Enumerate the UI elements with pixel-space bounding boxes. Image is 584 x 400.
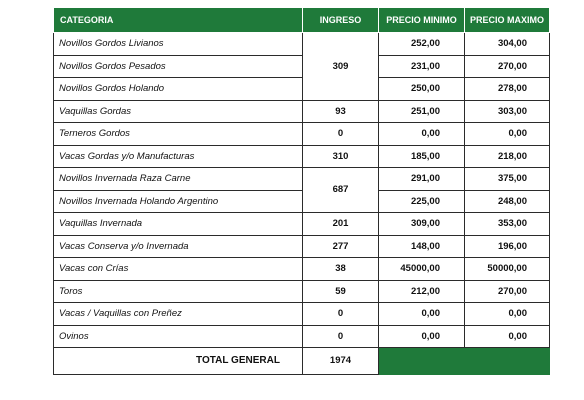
header-precio-maximo: PRECIO MAXIMO — [465, 8, 550, 33]
header-ingreso: INGRESO — [303, 8, 379, 33]
table-row — [54, 100, 550, 123]
cell-categoria: Vaquillas Invernada — [54, 213, 303, 236]
cell-categoria: Vacas / Vaquillas con Preñez — [54, 303, 303, 326]
cell-ingreso: 277 — [303, 235, 379, 258]
table-row — [54, 123, 550, 146]
table-footer — [54, 348, 550, 375]
cell-precio-minimo: 225,00 — [379, 190, 465, 213]
cell-categoria: Vaquillas Gordas — [54, 100, 303, 123]
cell-precio-minimo: 291,00 — [379, 168, 465, 191]
cell-precio-maximo: 278,00 — [465, 78, 550, 101]
cell-precio-maximo: 0,00 — [465, 325, 550, 348]
cell-precio-maximo: 304,00 — [465, 33, 550, 56]
table-row — [54, 168, 550, 191]
cell-ingreso: 0 — [303, 123, 379, 146]
cell-ingreso: 0 — [303, 303, 379, 326]
cell-categoria: Novillos Invernada Raza Carne — [54, 168, 303, 191]
cell-precio-maximo: 248,00 — [465, 190, 550, 213]
cell-precio-minimo: 250,00 — [379, 78, 465, 101]
cell-categoria: Novillos Gordos Holando — [54, 78, 303, 101]
cell-precio-maximo: 270,00 — [465, 55, 550, 78]
cell-precio-maximo: 375,00 — [465, 168, 550, 191]
cell-precio-minimo: 252,00 — [379, 33, 465, 56]
cell-categoria: Terneros Gordos — [54, 123, 303, 146]
cell-categoria: Toros — [54, 280, 303, 303]
table-row — [54, 55, 550, 78]
cell-precio-maximo: 0,00 — [465, 303, 550, 326]
cattle-price-table — [53, 7, 550, 375]
header-categoria: CATEGORIA — [54, 8, 303, 33]
cell-precio-maximo: 353,00 — [465, 213, 550, 236]
total-general-value: 1974 — [303, 348, 379, 375]
cell-precio-maximo: 50000,00 — [465, 258, 550, 281]
cell-precio-minimo: 251,00 — [379, 100, 465, 123]
cell-ingreso-merged: 687 — [303, 168, 379, 213]
cell-precio-maximo: 270,00 — [465, 280, 550, 303]
cell-precio-maximo: 0,00 — [465, 123, 550, 146]
table-row — [54, 33, 550, 56]
cell-precio-minimo: 309,00 — [379, 213, 465, 236]
table-row — [54, 280, 550, 303]
table-row — [54, 213, 550, 236]
cell-ingreso: 310 — [303, 145, 379, 168]
cell-precio-minimo: 0,00 — [379, 303, 465, 326]
cattle-price-table-container — [53, 7, 550, 375]
cell-precio-minimo: 185,00 — [379, 145, 465, 168]
header-row — [54, 8, 550, 33]
cell-categoria: Novillos Gordos Livianos — [54, 33, 303, 56]
cell-precio-minimo: 212,00 — [379, 280, 465, 303]
cell-precio-minimo: 0,00 — [379, 325, 465, 348]
cell-ingreso: 59 — [303, 280, 379, 303]
cell-precio-maximo: 218,00 — [465, 145, 550, 168]
total-row — [54, 348, 550, 375]
table-row — [54, 258, 550, 281]
cell-ingreso: 38 — [303, 258, 379, 281]
cell-ingreso: 93 — [303, 100, 379, 123]
table-row — [54, 303, 550, 326]
table-row — [54, 325, 550, 348]
table-row — [54, 78, 550, 101]
total-general-label: TOTAL GENERAL — [54, 348, 303, 375]
table-row — [54, 235, 550, 258]
cell-ingreso: 201 — [303, 213, 379, 236]
cell-precio-maximo: 303,00 — [465, 100, 550, 123]
table-header — [54, 8, 550, 33]
cell-categoria: Ovinos — [54, 325, 303, 348]
header-precio-minimo: PRECIO MINIMO — [379, 8, 465, 33]
cell-precio-minimo: 0,00 — [379, 123, 465, 146]
table-body — [54, 33, 550, 348]
cell-categoria: Vacas con Crías — [54, 258, 303, 281]
total-green-block — [379, 348, 550, 375]
cell-precio-minimo: 45000,00 — [379, 258, 465, 281]
cell-categoria: Novillos Invernada Holando Argentino — [54, 190, 303, 213]
cell-precio-minimo: 231,00 — [379, 55, 465, 78]
cell-precio-maximo: 196,00 — [465, 235, 550, 258]
cell-ingreso: 0 — [303, 325, 379, 348]
table-row — [54, 190, 550, 213]
table-row — [54, 145, 550, 168]
cell-categoria: Vacas Gordas y/o Manufacturas — [54, 145, 303, 168]
cell-ingreso-merged: 309 — [303, 33, 379, 101]
cell-categoria: Vacas Conserva y/o Invernada — [54, 235, 303, 258]
cell-categoria: Novillos Gordos Pesados — [54, 55, 303, 78]
cell-precio-minimo: 148,00 — [379, 235, 465, 258]
